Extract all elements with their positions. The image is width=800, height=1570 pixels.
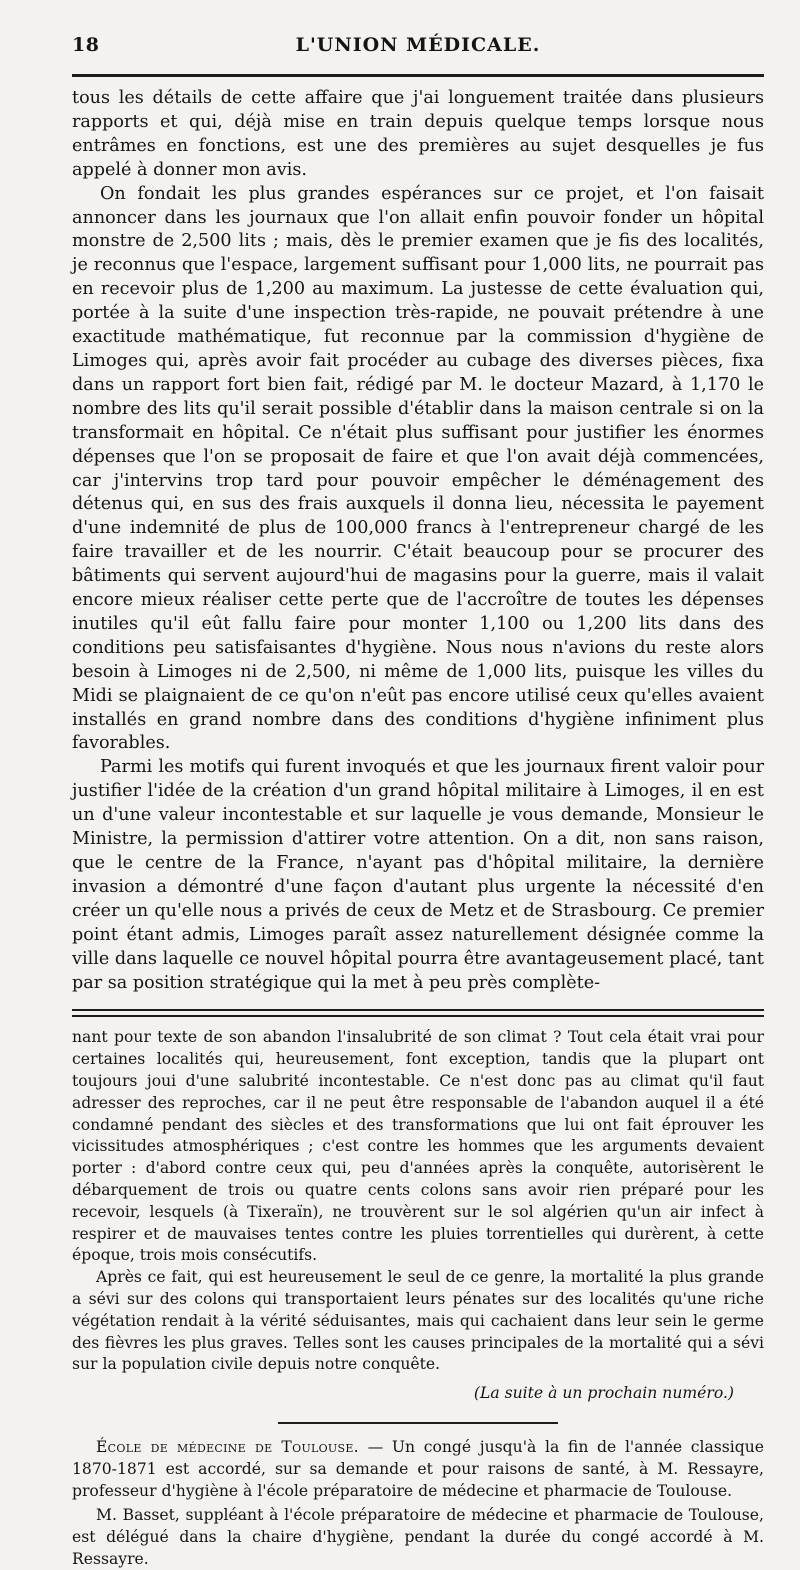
header-rule <box>72 74 764 77</box>
news-section <box>72 1436 764 1570</box>
feuilleton-paragraph: nant pour texte de son abandon l'insalubrité de son climat ? Tout cela était vrai pour certaines localités qui, heureusement, font exception, tandis que la plupart ont toujours joui d'une salubrité incontestable. Ce n'est donc pas au climat qu'il faut adresser des reproches, car il ne peut être responsable de l'abandon auquel il a été condamné pendant des siècles et des transformations que lui ont fait éprouver les vicissitudes atmosphériques ; c'est contre les hommes que les arguments devaient porter : d'abord contre ceux qui, peu d'années après la conquête, autorisèrent le débarquement de trois ou quatre cents colons sans avoir rien préparé pour les recevoir, lesquels (à Tixeraïn), ne trouvèrent sur le sol algérien qu'un air infect à respirer et de mauvaises tentes contre les pluies torrentielles qui durèrent, à cette époque, trois mois consécutifs. <box>72 1028 764 1265</box>
page-header <box>72 34 764 68</box>
journal-title: L'UNION MÉDICALE. <box>295 34 541 56</box>
news-item-text: — Un congé jusqu'à la fin de l'année classique 1870-1871 est accordé, sur sa demande et pour raisons de santé, à M. Ressayre, professeur d'hygiène à l'école préparatoire de médecine et pharmacie de Toulouse. <box>72 1438 764 1501</box>
feuilleton-paragraph: Après ce fait, qui est heureusement le seul de ce genre, la mortalité la plus grande a sévi sur des colons qui transportaient leurs pénates sur des localités qu'une riche végétation rendait à la vérité séduisantes, mais qui cachaient dans leur sein le germe des fièvres les plus graves. Telles sont les causes principales de la mortalité qui a sévi sur la population civile depuis notre conquête. <box>72 1268 764 1374</box>
to-be-continued: (La suite à un prochain numéro.) <box>473 1384 734 1403</box>
article-body <box>72 87 764 995</box>
article-paragraph: On fondait les plus grandes espérances sur ce projet, et l'on faisait annoncer dans les journaux que l'on allait enfin pouvoir fonder un hôpital monstre de 2,500 lits ; mais, dès le premier examen que je fis des localités, je reconnus que l'espace, largement suffisant pour 1,000 lits, ne pourrait pas en recevoir plus de 1,200 au maximum. La justesse de cette évaluation qui, portée à la suite d'une inspection très-rapide, ne pouvait prétendre à une exactitude mathématique, fut reconnue par la commission d'hygiène de Limoges qui, après avoir fait procéder au cubage des diverses pièces, fixa dans un rapport fort bien fait, rédigé par M. le docteur Mazard, à 1,170 le nombre des lits qu'il serait possible d'établir dans la maison centrale si on la transformait en hôpital. Ce n'était plus suffisant pour justifier les énormes dépenses que l'on se proposait de faire et que l'on avait déjà commencées, car j'intervins trop tard pour pouvoir empêcher le déménagement des détenus qui, en sus des frais auxquels il donna lieu, nécessita le payement d'une indemnité de plus de 100,000 francs à l'entrepreneur chargé de les faire travailler et de les nourrir. C'était beaucoup pour se procurer des bâtiments qui servent aujourd'hui de magasins pour la guerre, mais il valait encore mieux réaliser cette perte que de l'accroître de toutes les dépenses inutiles qu'il eût fallu faire pour monter 1,100 ou 1,200 lits dans des conditions peu satisfaisantes d'hygiène. Nous nous n'avions du reste alors besoin à Limoges ni de 2,500, ni même de 1,000 lits, puisque les villes du Midi se plaignaient de ce qu'on n'eût pas encore utilisé ceux qu'elles avaient installés en grand nombre dans des conditions d'hygiène infiniment plus favorables. <box>72 183 764 754</box>
news-item-heading: École de médecine de Toulouse. <box>96 1438 359 1457</box>
article-paragraph: Parmi les motifs qui furent invoqués et que les journaux firent valoir pour justifier l'idée de la création d'un grand hôpital militaire à Limoges, il en est un d'une valeur incontestable et sur laquelle je vous demande, Monsieur le Ministre, la permission d'attirer votre attention. On a dit, non sans raison, que le centre de la France, n'ayant pas d'hôpital militaire, la dernière invasion a démontré d'une façon d'autant plus urgente la nécessité d'en créer un qu'elle nous a privés de ceux de Metz et de Strasbourg. Ce premier point étant admis, Limoges paraît assez naturellement désignée comme la ville dans laquelle ce nouvel hôpital pourra être avantageusement placé, tant par sa position stratégique qui la met à peu près complète- <box>72 757 764 993</box>
article-paragraph: tous les détails de cette affaire que j'ai longuement traitée dans plusieurs rapports et qui, déjà mise en train depuis quelque temps lorsque nous entrâmes en fonctions, est une des premières au sujet desquelles je fus appelé à donner mon avis. <box>72 88 764 180</box>
news-item <box>72 1436 764 1502</box>
feuilleton-separator <box>72 1009 764 1017</box>
news-item: M. Basset, suppléant à l'école préparatoire de médecine et pharmacie de Toulouse, est délégué dans la chaire d'hygiène, pendant la durée du congé accordé à M. Ressayre. <box>72 1506 764 1569</box>
page-number: 18 <box>72 34 100 56</box>
news-separator <box>278 1422 558 1424</box>
feuilleton-body <box>72 1027 764 1376</box>
